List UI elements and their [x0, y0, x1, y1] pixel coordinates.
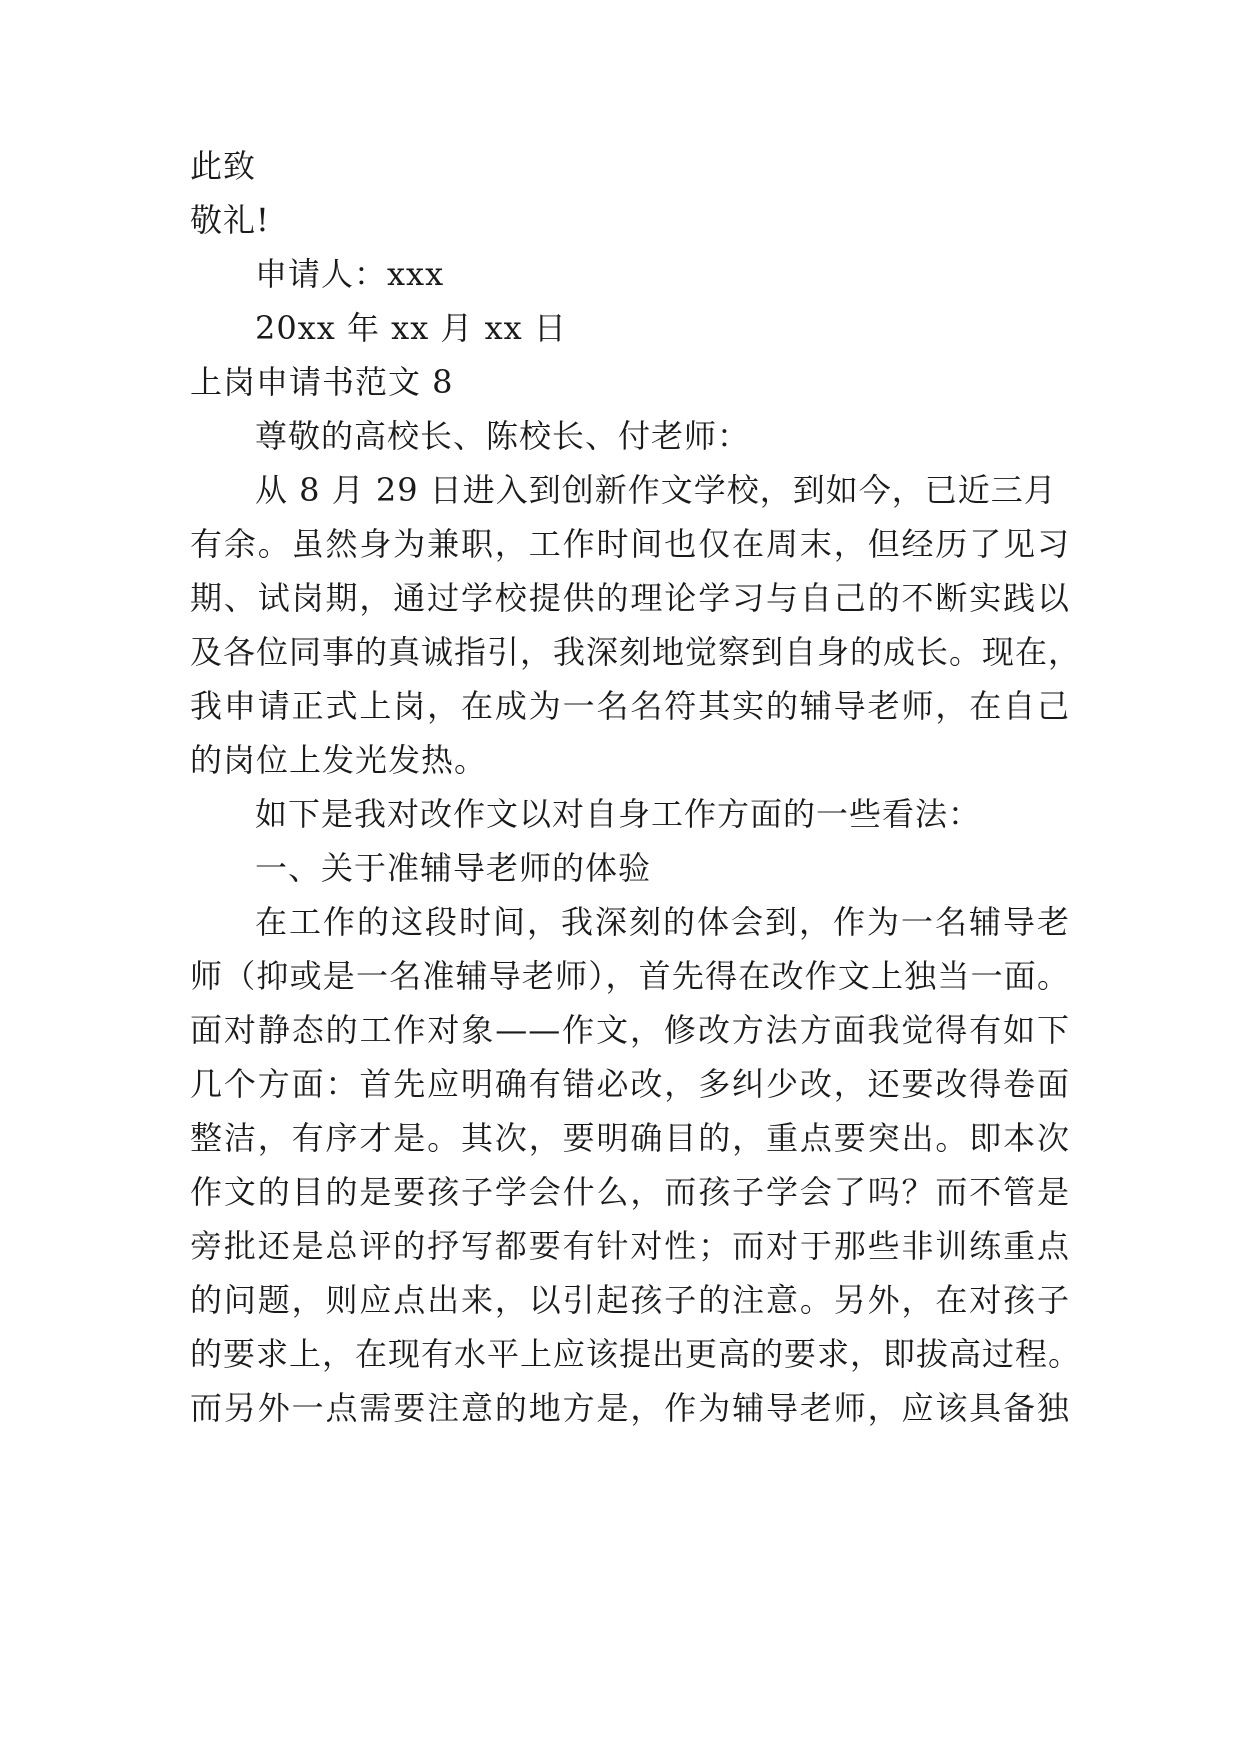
paragraph-3-line-3: 面对静态的工作对象——作文，修改方法方面我觉得有如下 [190, 1011, 1070, 1049]
closing-line-2: 敬礼! [190, 201, 270, 239]
paragraph-3-line-10: 而另外一点需要注意的地方是，作为辅导老师，应该具备独 [190, 1389, 1070, 1427]
paragraph-1-line-1: 从 8 月 29 日进入到创新作文学校，到如今，已近三月 [255, 471, 1057, 509]
date-line: 20xx 年 xx 月 xx 日 [255, 309, 567, 347]
section-heading: 上岗申请书范文 8 [190, 363, 454, 401]
salutation-line: 尊敬的高校长、陈校长、付老师： [255, 417, 751, 455]
paragraph-3-line-2: 师（抑或是一名准辅导老师），首先得在改作文上独当一面。 [190, 957, 1070, 995]
paragraph-3-line-4: 几个方面：首先应明确有错必改，多纠少改，还要改得卷面 [190, 1065, 1070, 1103]
paragraph-3-line-7: 旁批还是总评的抒写都要有针对性；而对于那些非训练重点 [190, 1227, 1070, 1265]
closing-line-1: 此致 [190, 147, 257, 185]
paragraph-1-line-2: 有余。虽然身为兼职，工作时间也仅在周末，但经历了见习 [190, 525, 1070, 563]
paragraph-3-line-9: 的要求上，在现有水平上应该提出更高的要求，即拔高过程。 [190, 1335, 1082, 1373]
paragraph-1-line-3: 期、试岗期，通过学校提供的理论学习与自己的不断实践以 [190, 579, 1070, 617]
paragraph-1-line-5: 我申请正式上岗，在成为一名名符其实的辅导老师，在自己 [190, 687, 1070, 725]
paragraph-2-line-1: 如下是我对改作文以对自身工作方面的一些看法： [255, 795, 982, 833]
paragraph-3-line-8: 的问题，则应点出来，以引起孩子的注意。另外，在对孩子 [190, 1281, 1070, 1319]
applicant-line: 申请人：xxx [255, 255, 445, 293]
paragraph-3-line-5: 整洁，有序才是。其次，要明确目的，重点要突出。即本次 [190, 1119, 1070, 1157]
subheading-line: 一、关于准辅导老师的体验 [255, 849, 652, 887]
paragraph-3-line-6: 作文的目的是要孩子学会什么，而孩子学会了吗？而不管是 [190, 1173, 1070, 1211]
paragraph-1-line-4: 及各位同事的真诚指引，我深刻地觉察到自身的成长。现在， [190, 633, 1082, 671]
paragraph-3-line-1: 在工作的这段时间，我深刻的体会到，作为一名辅导老 [255, 903, 1070, 941]
paragraph-1-line-6: 的岗位上发光发热。 [190, 741, 488, 779]
